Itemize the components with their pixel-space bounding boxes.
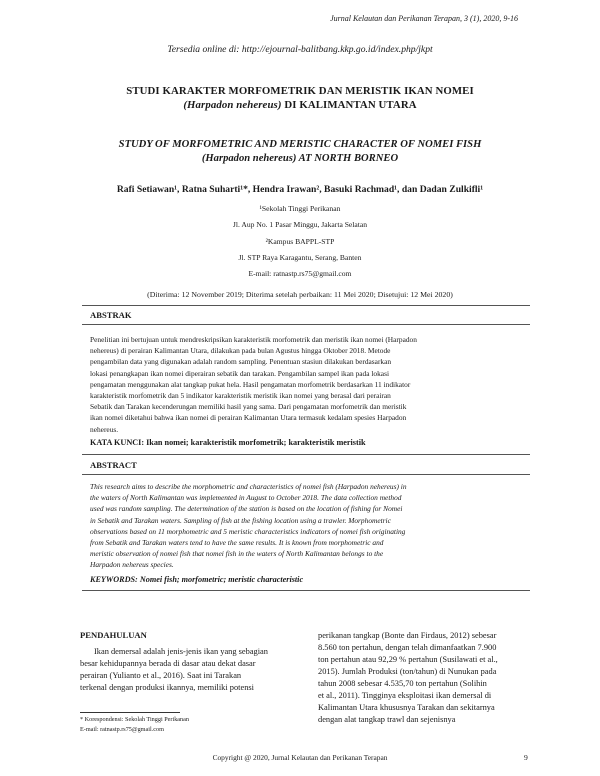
title-id-line2-rest: DI KALIMANTAN UTARA [281,99,417,111]
section-divider [82,454,530,455]
copyright-notice: Copyright @ 2020, Jurnal Kelautan dan Perikanan Terapan [212,753,388,762]
author-list: Rafi Setiawan¹, Ratna Suharti¹*, Hendra Irawan², Basuki Rachmad¹, dan Dadan Zulkifli¹ [116,184,484,195]
body-line: Kalimantan Utara khususnya Tarakan dan sekitarnya [318,703,495,712]
affiliation-line: Jl. Aup No. 1 Pasar Minggu, Jakarta Selatan [232,220,368,229]
abstrak-line: Penelitian ini bertujuan untuk mendreskripsikan karakteristik morfometrik dan meristik ikan nomei (Harpadon [90,335,417,344]
abstrak-line: Sebatik dan Tarakan kecenderungan memiliki hasil yang sama. Dari pengamatan morfometrik dan meristik [90,402,407,412]
body-line: besar kehidupannya berada di dasar atau dekat dasar [80,659,256,668]
section-divider [82,590,530,591]
affiliation-line: ¹Sekolah Tinggi Perikanan [259,204,341,213]
body-line: ton pertahun atau 92,29 % pertahun (Susilawati et al., [318,655,498,664]
body-line: tahun 2008 sebesar 4.535,70 ton pertahun (Solihin [318,679,487,688]
abstract-line: in Sebatik and Tarakan waters. Sampling of fish at the fishing location using a trawler. Morphometric [90,515,391,525]
section-divider [82,324,530,325]
abstract-heading: ABSTRACT [90,460,137,470]
abstract-line: from Sebatik and Tarakan waters tend to have the same results. It is known from morphometric and [90,538,384,548]
abstract-line: used was random sampling. The determination of the station is based on the location of fishing for Nomei [90,504,403,514]
body-line: terkenal dengan produksi ikannya, memiliki potensi [80,683,254,692]
abstract-line: observations based on 11 morphometric and 5 meristic characteristics indicators of nomei fish originating [90,526,406,536]
section-divider [82,305,530,306]
abstract-line: meristic observation of nomei fish that nomei fish in the waters of North Kalimantan belongs to the [90,549,384,559]
affiliation-line: ²Kampus BAPPL-STP [265,237,335,246]
abstrak-line: karakteristik morfometrik dan 5 indikator karakteristik meristik ikan nomei yang berasal dari perairan [90,391,391,401]
title-english [60,138,540,166]
body-line: Ikan demersal adalah jenis-jenis ikan yang sebagian [94,647,268,656]
section-divider [82,474,530,475]
abstract-line: the waters of North Kalimantan was implemented in August to October 2018. The data collection method [90,493,402,503]
title-id-species: (Harpadon nehereus) [183,99,282,111]
submission-dates: (Diterima: 12 November 2019; Diterima setelah perbaikan: 11 Mei 2020; Disetujui: 12 Mei 2020) [147,290,453,299]
abstrak-line: pengamatan menggunakan alat tangkap pukat hela. Hasil pengamatan morfometrik berdasarkan 11 indikator [90,379,411,389]
left-column-text [80,646,306,694]
kata-kunci: KATA KUNCI: Ikan nomei; karakteristik morfometrik; karakteristik meristik [90,438,366,447]
title-indonesian [60,84,540,112]
abstrak-line: nehereus) di perairan Kalimantan Utara, dilakukan pada bulan Agustus hingga Oktober 2018. Metode [90,346,391,356]
journal-reference: Jurnal Kelautan dan Perikanan Terapan, 3 (1), 2020, 9-16 [330,14,518,23]
body-line: perikanan tangkap (Bonte dan Firdaus, 2012) sebesar [318,631,497,640]
abstrak-heading: ABSTRAK [90,310,132,320]
body-line: perairan (Yulianto et al., 2016). Saat ini Tarakan [80,671,242,680]
abstrak-line: lokasi penangkapan ikan nomei diperairan sebatik dan tarakan. Pengambilan sampel ikan pada lokasi [90,368,390,378]
footnote-correspondence: * Korespondensi: Sekolah Tinggi Perikanan [80,716,189,723]
body-line: dengan alat tangkap trawl dan sejenisnya [318,715,456,724]
footnote-email: E-mail: ratnastp.rs75@gmail.com [80,726,164,733]
body-line: 2015). Jumlah Produksi (ton/tahun) di Nunukan pada [318,667,497,676]
online-availability: Tersedia online di: http://ejournal-balitbang.kkp.go.id/index.php/jkpt [167,44,433,55]
abstrak-line: pengambilan data yang digunakan adalah random sampling. Penentuan stasiun dilakukan berdasarkan [90,357,392,367]
abstrak-line: ikan nomei diketahui bahwa ikan nomei di perairan Kalimantan Utara termasuk kedalam spesies Harpadon [90,413,407,423]
abstract-body [90,481,524,571]
abstract-line: This research aims to describe the morphometric and characteristics of nomei fish (Harpadon nehereus) in [90,482,407,491]
body-line: 8.560 ton pertahun, dengan telah dimanfaatkan 7.900 [318,643,497,652]
affiliation-line: Jl. STP Raya Karagantu, Serang, Banten [238,253,362,262]
keywords: KEYWORDS: Nomei fish; morfometric; meristic characteristic [90,575,304,584]
footnote-divider [80,712,180,713]
abstrak-line: nehereus. [90,424,119,434]
title-id-line1: STUDI KARAKTER MORFOMETRIK DAN MERISTIK IKAN NOMEI [126,85,474,97]
title-en-line2: (Harpadon nehereus) AT NORTH BORNEO [201,153,399,164]
abstract-line: Harpadon nehereus species. [90,560,174,570]
right-column-text [318,630,530,726]
body-line: et al., 2011). Tingginya eksploitasi ikan demersal di [318,691,492,700]
abstrak-body [90,334,524,435]
page-number: 9 [524,753,528,762]
title-id-line2 [60,98,540,112]
pendahuluan-heading: PENDAHULUAN [80,630,147,640]
affiliation-email: E-mail: ratnastp.rs75@gmail.com [248,269,352,278]
title-en-line1: STUDY OF MORFOMETRIC AND MERISTIC CHARACTER OF NOMEI FISH [118,139,482,150]
